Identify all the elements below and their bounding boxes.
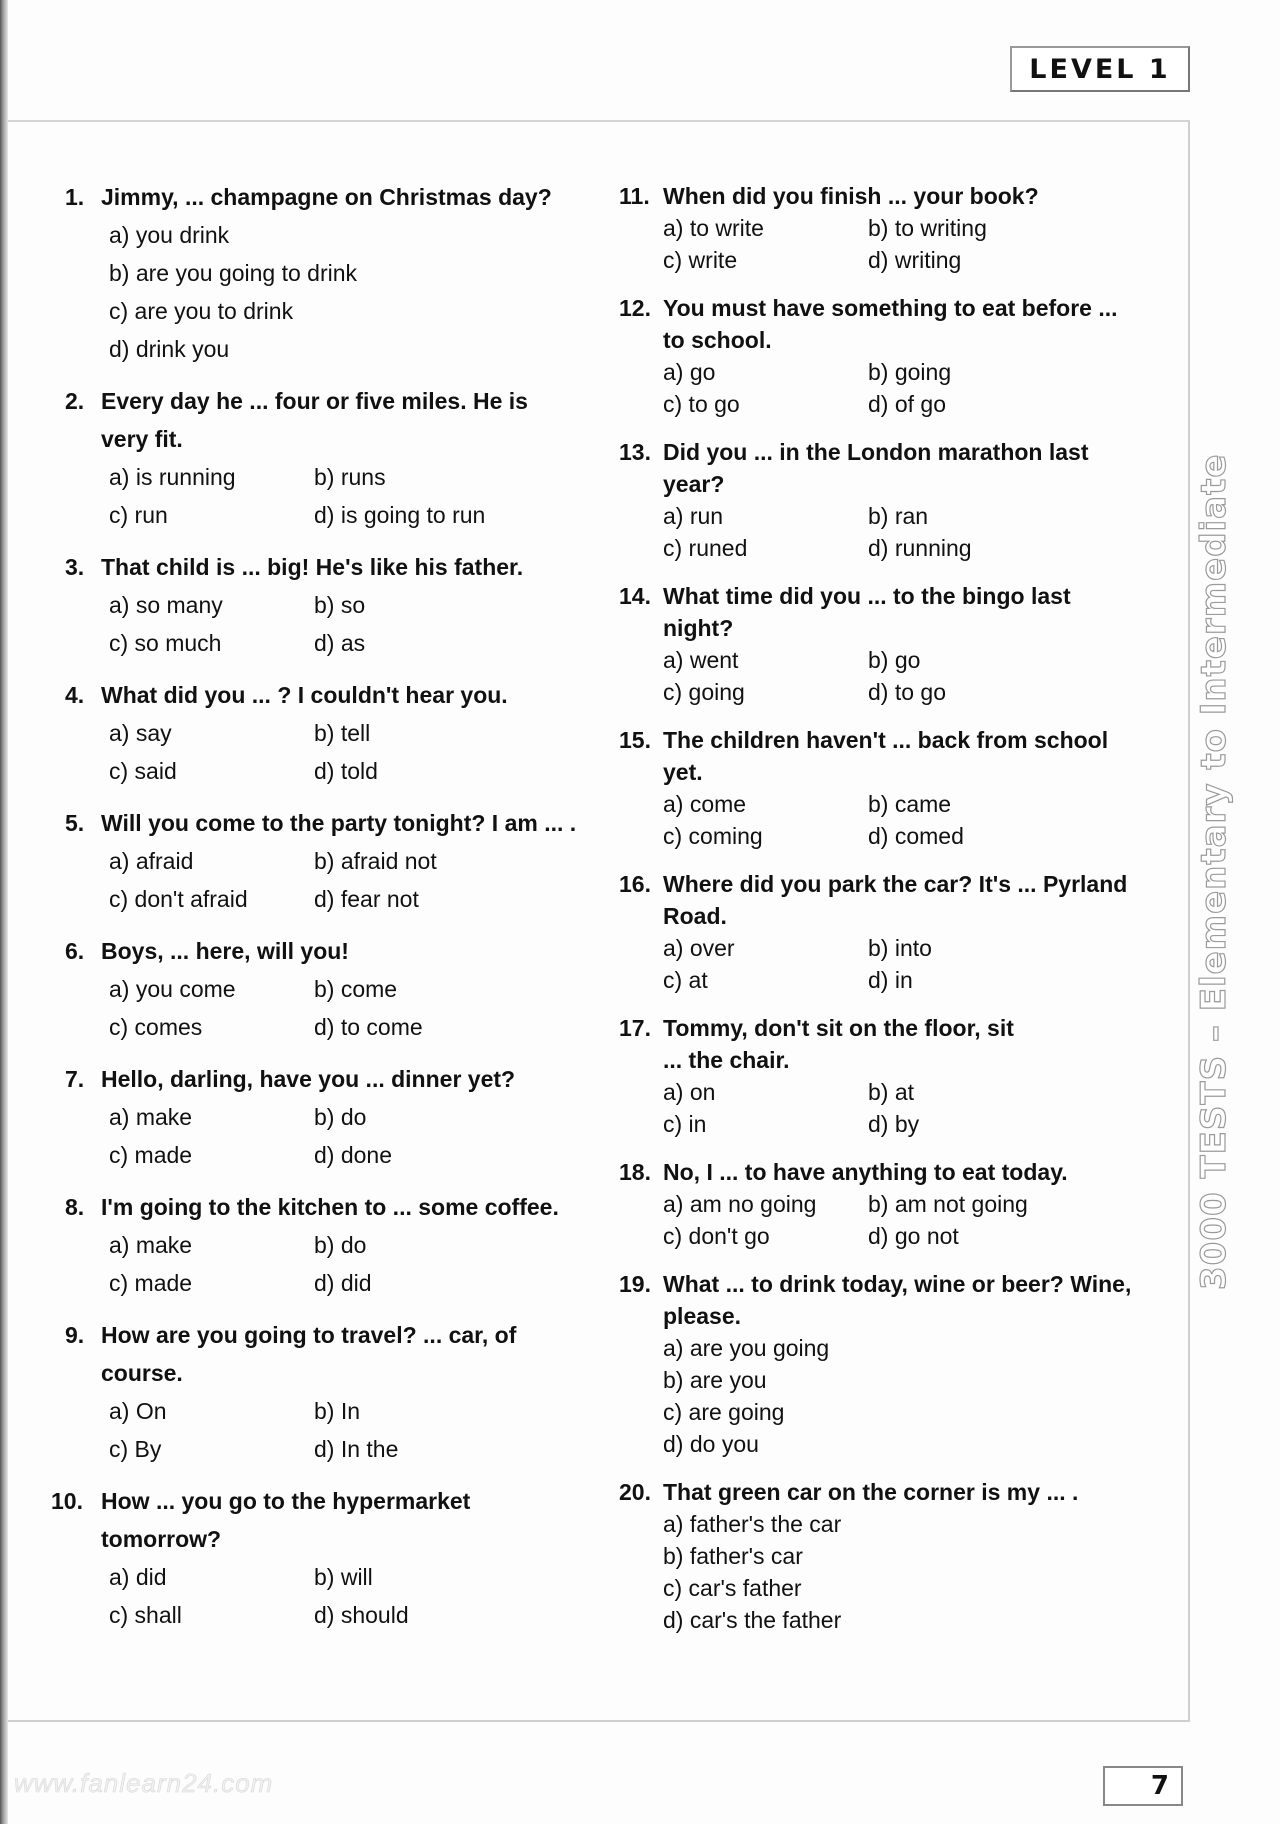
option-c: c) don't afraid [109,886,248,912]
option-d: d) do you [663,1431,759,1457]
question-stem: Every day he ... four or five miles. He is very fit. [101,388,528,452]
option-a: a) make [109,1104,193,1130]
question-text [619,1156,1139,1188]
options-list [65,216,585,368]
option-b: b) to writing [868,215,987,241]
question-10 [51,1482,511,1634]
options-grid [619,932,1139,996]
options-grid [65,970,585,1046]
option-c: c) so much [109,630,222,656]
option-d: d) should [314,1602,409,1628]
option-b: b) afraid not [314,848,437,874]
question-16 [619,868,1139,996]
level-badge [1010,46,1190,92]
option-d: d) by [868,1111,920,1137]
option-d: d) is going to run [314,502,486,528]
question-text [65,676,585,714]
option-d: d) done [314,1142,393,1168]
option-b: b) at [868,1079,915,1105]
option-d: d) to come [314,1014,423,1040]
question-1 [65,178,585,368]
options-grid [65,458,535,534]
options-list [619,1332,1139,1460]
question-number: 11. [619,183,650,209]
question-stem: How ... you go to the hypermarket tomorrow? [101,1488,471,1552]
options-grid [65,586,585,662]
question-stem: No, I ... to have anything to eat today. [663,1159,1068,1185]
question-stem: What did you ... ? I couldn't hear you. [101,682,508,708]
option-c: c) are going [663,1399,785,1425]
option-b: b) came [868,791,952,817]
options-grid [51,1558,511,1634]
option-a: a) come [663,791,747,817]
option-b: b) going [868,359,952,385]
option-b: b) are you going to drink [109,260,358,286]
question-stem: What time did you ... to the bingo last night? [663,583,1071,641]
option-a: a) did [109,1564,167,1590]
question-stem: How are you going to travel? ... car, of course. [101,1322,517,1386]
option-d: d) told [314,758,378,784]
option-d: d) car's the father [663,1607,842,1633]
question-text [619,436,1099,500]
option-a: a) you drink [109,222,230,248]
question-stem: Where did you park the car? It's ... Pyrland Road. [663,871,1128,929]
option-c: c) are you to drink [109,298,294,324]
option-a: a) went [663,647,739,673]
option-a: a) to write [663,215,764,241]
question-text [65,178,585,216]
question-stem: The children haven't ... back from school yet. [663,727,1109,785]
option-c: c) to go [663,391,740,417]
question-number: 7. [65,1066,85,1092]
question-stem: That child is ... big! He's like his father. [101,554,524,580]
question-stem: Tommy, don't sit on the floor, sit ... the chair. [663,1015,1014,1073]
option-c: c) comes [109,1014,203,1040]
options-grid [65,1098,585,1174]
question-number: 13. [619,439,651,465]
option-d: d) drink you [109,336,230,362]
option-b: b) ran [868,503,929,529]
question-number: 16. [619,871,651,897]
question-15 [619,724,1119,852]
left-column [51,178,585,1648]
question-text [65,804,585,842]
question-number: 14. [619,583,651,609]
question-stem: You must have something to eat before ... to school. [663,295,1118,353]
option-c: c) shall [109,1602,182,1628]
option-d: d) running [868,535,972,561]
question-text [619,1476,1139,1508]
options-grid [619,1076,1039,1140]
option-d: d) fear not [314,886,419,912]
watermark-text: www.fanlearn24.com [14,1768,274,1798]
option-d: d) as [314,630,366,656]
option-b: b) into [868,935,932,961]
option-d: d) comed [868,823,964,849]
question-4 [65,676,585,790]
options-grid [65,842,585,918]
question-number: 15. [619,727,651,753]
level-label: LEVEL 1 [1029,53,1171,85]
question-18 [619,1156,1139,1252]
question-number: 18. [619,1159,651,1185]
option-b: b) go [868,647,921,673]
option-d: d) In the [314,1436,399,1462]
question-stem: Hello, darling, have you ... dinner yet? [101,1066,516,1092]
option-a: a) run [663,503,724,529]
question-text [65,382,535,458]
question-stem: Did you ... in the London marathon last year? [663,439,1089,497]
question-number: 10. [51,1488,83,1514]
option-a: a) are you going [663,1335,830,1361]
question-number: 19. [619,1271,651,1297]
question-text [65,1188,585,1226]
option-a: a) make [109,1232,193,1258]
option-b: b) In [314,1398,361,1424]
option-c: c) said [109,758,177,784]
question-text [619,724,1119,788]
question-8 [65,1188,585,1302]
option-d: d) of go [868,391,946,417]
options-grid [619,644,1099,708]
option-a: a) over [663,935,735,961]
question-19 [619,1268,1139,1460]
question-number: 4. [65,682,85,708]
question-12 [619,292,1134,420]
option-a: a) father's the car [663,1511,842,1537]
option-a: a) so many [109,592,223,618]
option-d: d) writing [868,247,962,273]
question-text [619,580,1099,644]
question-number: 2. [65,388,85,414]
question-stem: That green car on the corner is my ... . [663,1479,1079,1505]
option-a: a) say [109,720,172,746]
option-b: b) do [314,1232,367,1258]
options-grid [619,212,1139,276]
option-c: c) run [109,502,168,528]
option-d: d) did [314,1270,372,1296]
question-text [619,292,1134,356]
question-text [619,868,1139,932]
option-c: c) made [109,1270,193,1296]
option-d: d) go not [868,1223,959,1249]
question-20 [619,1476,1139,1636]
question-number: 6. [65,938,85,964]
question-number: 20. [619,1479,651,1505]
options-grid [619,788,1119,852]
question-14 [619,580,1099,708]
options-grid [65,714,585,790]
options-list [619,1508,1139,1636]
question-stem: What ... to drink today, wine or beer? Wine, please. [663,1271,1132,1329]
question-stem: Boys, ... here, will you! [101,938,349,964]
question-text [619,180,1139,212]
question-number: 12. [619,295,651,321]
option-c: c) car's father [663,1575,802,1601]
option-b: b) do [314,1104,367,1130]
option-d: d) in [868,967,913,993]
option-d: d) to go [868,679,946,705]
page-number: 7 [1150,1771,1169,1801]
option-a: a) you come [109,976,236,1002]
question-number: 1. [65,184,85,210]
option-a: a) on [663,1079,716,1105]
option-b: b) runs [314,464,386,490]
option-c: c) write [663,247,738,273]
options-grid [619,500,1099,564]
option-b: b) are you [663,1367,767,1393]
question-13 [619,436,1099,564]
question-text [65,932,585,970]
option-b: b) come [314,976,398,1002]
question-stem: I'm going to the kitchen to ... some coffee. [101,1194,559,1220]
question-number: 3. [65,554,85,580]
options-grid [619,356,1134,420]
question-stem: Will you come to the party tonight? I am ... . [101,810,577,836]
option-b: b) am not going [868,1191,1028,1217]
question-stem: When did you finish ... your book? [663,183,1039,209]
question-text [51,1482,511,1558]
option-a: a) is running [109,464,236,490]
option-b: b) father's car [663,1543,803,1569]
question-5 [65,804,585,918]
option-c: c) By [109,1436,162,1462]
option-b: b) so [314,592,366,618]
option-c: c) in [663,1111,707,1137]
question-text [65,1060,585,1098]
option-a: a) am no going [663,1191,817,1217]
option-c: c) don't go [663,1223,770,1249]
question-number: 17. [619,1015,651,1041]
option-a: a) afraid [109,848,194,874]
question-6 [65,932,585,1046]
option-b: b) will [314,1564,373,1590]
question-11 [619,180,1139,276]
question-17 [619,1012,1039,1140]
options-grid [65,1226,585,1302]
question-9 [65,1316,535,1468]
option-c: c) going [663,679,745,705]
option-c: c) runed [663,535,748,561]
page-number-badge [1103,1766,1183,1806]
question-number: 8. [65,1194,85,1220]
option-c: c) made [109,1142,193,1168]
question-text [65,548,585,586]
option-c: c) at [663,967,708,993]
question-3 [65,548,585,662]
question-7 [65,1060,585,1174]
question-number: 9. [65,1322,85,1348]
question-number: 5. [65,810,85,836]
question-2 [65,382,535,534]
question-text [619,1268,1139,1332]
book-series-side-label: 3000 TESTS – Elementary to Intermediate [1194,453,1234,1290]
book-spine-edge [0,0,8,1824]
question-text [65,1316,535,1392]
options-grid [619,1188,1139,1252]
option-b: b) tell [314,720,371,746]
question-text [619,1012,1039,1076]
options-grid [65,1392,535,1468]
option-c: c) coming [663,823,763,849]
question-stem: Jimmy, ... champagne on Christmas day? [101,184,552,210]
right-column [619,180,1139,1652]
option-a: a) On [109,1398,167,1424]
option-a: a) go [663,359,716,385]
